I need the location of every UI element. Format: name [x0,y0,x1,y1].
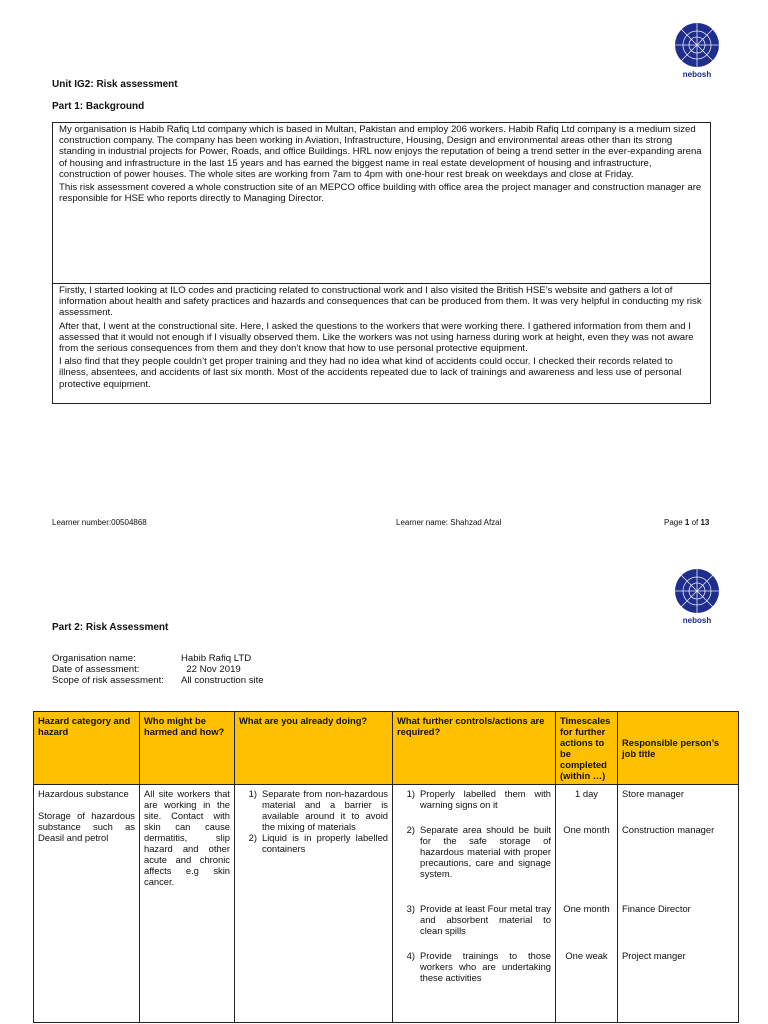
method-paragraph: Firstly, I started looking at ILO codes and practicing related to constructional work and I also visited the British HSE’s website and gathers a lot of information about health and safety practices and hazards and consequences that can be produced from them. It was very helpful in conducting my risk assessment. [59,285,702,319]
background-paragraph: My organisation is Habib Rafiq Ltd company which is based in Multan, Pakistan and employ 206 workers. Habib Rafiq Ltd company is a medium sized construction company. The company has been working in Aviation, Infrastructure, Housing, Design and environmental areas other than its strong standing in industrial projects for Power, Roads, and office Buildings. HRL now enjoys the reputation of being a trend setter in the ever-expanding arena of housing and infrastructure in the last 15 years and has earned the biggest name in real estate development of housing and infrastructure, construction of power houses. The whole sites are working from 7am to 4pm with one-hour rest break on weekdays and close at Friday. [59,124,702,180]
actions-cell [393,785,556,1023]
timescale-value: One month [563,824,610,835]
table-row [34,785,739,1023]
already-cell [235,785,393,1023]
org-label: Scope of risk assessment: [52,675,164,686]
nebosh-logo [662,22,732,79]
risk-table [33,711,739,1023]
responsible-cell [618,785,739,1023]
org-row [52,664,264,675]
timescale-value: One month [563,903,610,914]
action-item: 1) Properly labelled them with warning signs on it [406,788,551,810]
logo-text: nebosh [682,70,712,79]
action-item: 4) Provide trainings to those workers who are undertaking these activities [406,950,551,983]
responsible-value: Store manager [622,788,685,799]
page-prefix: Page [664,518,685,527]
part1-title: Part 1: Background [52,101,145,112]
learner-name: Learner name: Shahzad Afzal [396,518,502,527]
responsible-value: Finance Director [622,903,691,914]
header-further: What further controls/actions are required? [393,712,556,785]
org-value: 22 Nov 2019 [181,664,241,675]
already-item: 1) Separate from non-hazardous material and a barrier is available around it to avoid the mixing of materials [248,788,388,832]
nebosh-globe-icon [674,568,720,614]
page-total: 13 [700,518,710,527]
nebosh-globe-icon [674,22,720,68]
logo-text: nebosh [682,616,712,625]
part2-title: Part 2: Risk Assessment [52,622,169,633]
background-box [52,122,711,284]
org-row [52,653,264,664]
responsible-value: Construction manager [622,824,715,835]
page-number [664,518,709,527]
org-label: Date of assessment: [52,664,140,675]
nebosh-logo [662,568,732,625]
header-who: Who might be harmed and how? [140,712,235,785]
header-already: What are you already doing? [235,712,393,785]
responsible-value: Project manger [622,950,686,961]
background-paragraph: This risk assessment covered a whole construction site of an MEPCO office building with office area the project manager and construction manager are responsible for HSE who reports directly to Managing Director. [59,182,702,205]
header-timescale: Timescales for further actions to be completed (within …) [556,712,618,785]
action-item: 2) Separate area should be built for the safe storage of hazardous material with proper precautions, care and signage system. [406,824,551,879]
method-paragraph: I also find that they people couldn’t get proper training and they had no idea what kind of accidents could occur. I checked their records related to illness, absentees, and accidents of last six month. Most of the accidents repeated due to lack of trainings and awareness and less use of personal protective equipment. [59,356,682,390]
unit-title: Unit IG2: Risk assessment [52,79,178,90]
method-box [52,284,711,404]
header-responsible-label: Responsible person’s job title [622,737,720,759]
learner-number: Learner number:00504868 [52,518,147,527]
page-of: of [689,518,701,527]
header-hazard: Hazard category and hazard [34,712,140,785]
hazard-category: Hazardous substance [38,788,129,799]
org-label: Organisation name: [52,653,136,664]
org-value: Habib Rafiq LTD [181,653,252,664]
org-row [52,675,264,686]
action-item: 3) Provide at least Four metal tray and absorbent material to clean spills [406,903,551,936]
already-item: 2) Liquid is in properly labelled containers [248,832,388,854]
page-current: 1 [684,518,690,527]
hazard-cell [34,785,140,1023]
timescale-cell [556,785,618,1023]
timescale-value: 1 day [575,788,598,799]
who-text: All site workers that are working in the site. Contact with skin can cause dermatitis, slip hazard and other acute and chronic affects e.g skin cancer. [144,788,230,887]
timescale-value: One weak [565,950,608,961]
header-responsible [618,712,739,785]
org-value: All construction site [181,675,264,686]
hazard-description: Storage of hazardous substance such as Deasil and petrol [38,810,135,843]
org-details [52,653,264,686]
method-paragraph: After that, I went at the constructional site. Here, I asked the questions to the workers that were working there. I gathered information from them and I assessed that it would not enough if I visually observed them. Like the workers was not using harness during work at height, even they was not aware from the serious consequences from them and they don’t know that how to use personal protective equipment. [59,320,694,355]
who-cell [140,785,235,1023]
